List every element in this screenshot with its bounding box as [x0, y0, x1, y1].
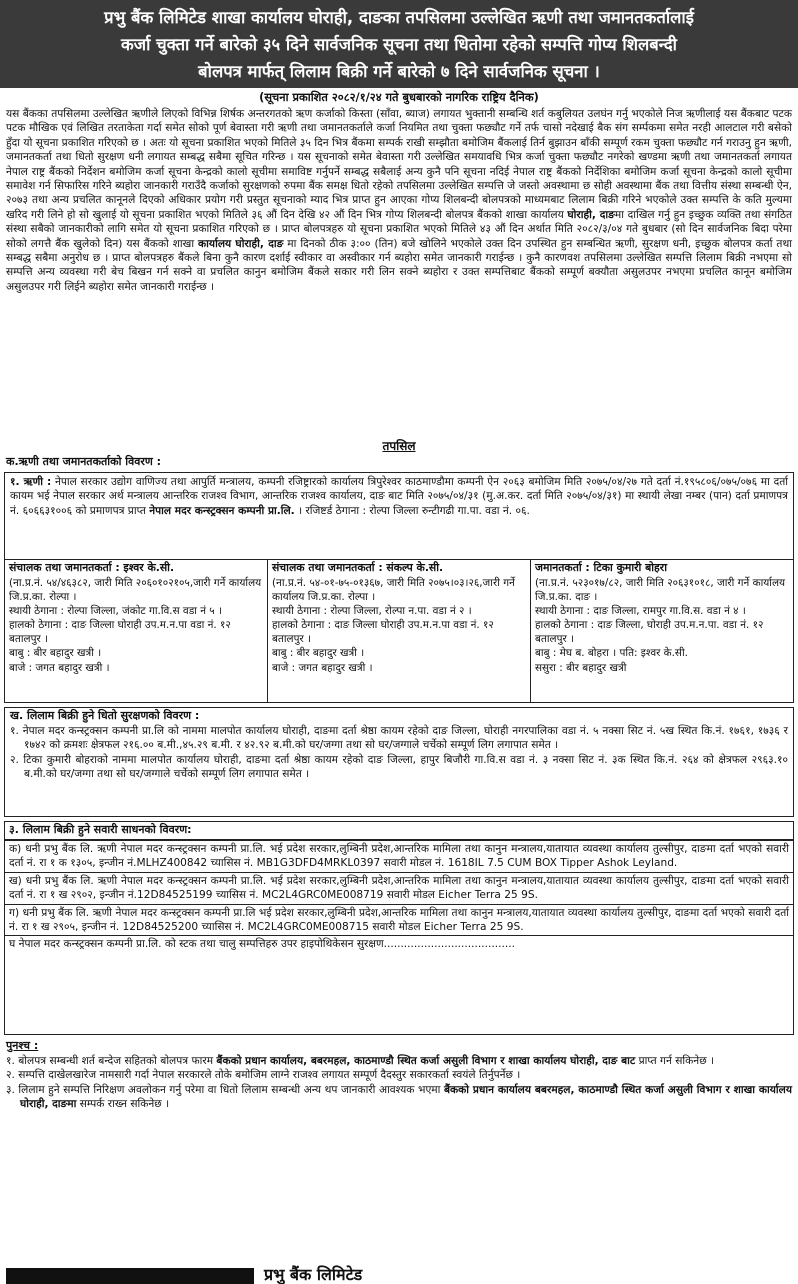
director-grandfather: बाजे : जगत बहादुर खत्री । [272, 661, 373, 674]
directors-table [4, 560, 794, 703]
footer-bar [6, 1268, 254, 1284]
postscript-title: पुनश्च : [6, 1039, 39, 1052]
vehicle-item: घ नेपाल मदर कन्स्ट्रक्सन कम्पनी प्रा.लि. को स्टक तथा चालु सम्पत्तिहरु उपर हाइपोथिकेसन सुरक्षण....................................... [5, 935, 793, 952]
postscript-item: २. सम्पत्ति दाखेलखारेज नामसारी गर्दा नेपाल सरकारले तोके बमोजिम लाग्ने राजश्व लगायत सम्पूर्ण दैदस्तुर सकारकर्ता स्वयंले तिर्नुपर्नेछ । [6, 1069, 521, 1082]
director-permanent-address: स्थायी ठेगाना : दाङ जिल्ला, रामपुर गा.वि.स. वडा नं ४ । [535, 604, 746, 617]
collateral-item: १. नेपाल मदर कन्स्ट्रक्सन कम्पनी प्रा.लि को नाममा मालपोत कार्यालय घोराही, दाङमा दर्ता श्रेष्ठा कायम रहेको दाङ जिल्ला, घोराही नगरपालिका वडा नं. ५ नक्सा सिट नं. ५ख स्थित कि.नं. १७६१, १७३६ र १७४२ को क्रमशः क्षेत्रफल २१६.०० ब.मी.,४५.२९ ब.मी. र ४२.९२ ब.मी.को घर/जग्गा तथा सो घर/जग्गाले चर्चेको सम्पूर्ण लिग लगापात समेत । [10, 724, 788, 752]
vehicle-section [4, 821, 794, 1035]
section-ka-title: क.ऋणी तथा जमानतकर्ताको विवरण : [6, 455, 162, 468]
notice-body [0, 107, 798, 435]
body-text-3: मा दिनको ठीक ३:०० (तिन) बजे खोलिने भएकोले उक्त दिन उपस्थित हुन सम्बन्धित ऋणी, सुरक्षण धनी, इच्छुक बोलपत्र कर्ता तथा सम्बद्ध सबैमा अनुरोध छ । प्राप्त बोलपत्रहरु बैंकले बिना कुनै कारण दर्शाई स्वीकार वा अस्वीकार गर्न ब्यहोरा समेत जानकारी गराईन्छ । कुनै कारणवश तपसिलमा उल्लेखित सम्पत्ति लिलाम बिक्री नभएमा सो सम्पत्ति अन्य व्यवस्था गरी बेच बिखन गर्न सक्ने वा प्रचलित कानुन बमोजिम बैंकले सकार गरी लिन सक्ने ब्यहोरा र उक्त सम्पत्तिबाट बैंकको सम्पूर्ण बक्यौता असुलउपर नभएमा प्रचलित कानून बमोजिम असुलउपर गरी लिईने ब्यहोरा समेत जानकारी गराईन्छ । [6, 237, 792, 293]
body-bold-2: कार्यालय घोराही, दाङ [198, 237, 284, 250]
director-grandfather: बाजे : जगत बहादुर खत्री । [9, 661, 110, 674]
ps-item3-end: सम्पर्क राख्न सकिनेछ । [76, 1098, 170, 1111]
director-title: जमानतकर्ता : टिका कुमारी बोहरा [535, 561, 667, 574]
section-ga-title: ३. लिलाम बिक्री हुने सवारी साधनको विवरण: [5, 822, 793, 840]
director-title: संचालक तथा जमानतकर्ता : इश्वर के.सी. [9, 561, 175, 574]
postscript-item [6, 1054, 792, 1068]
vehicle-item: ग) धनी प्रभु बैंक लि. ऋणी नेपाल मदर कन्स्ट्रक्सन कम्पनी प्रा.लि भई प्रदेश सरकार,लुम्बिनी प्रदेश,आन्तरिक मामिला तथा कानुन मन्त्रालय,यातायात व्यवस्था कार्यालय तुल्सीपुर, दाङमा दर्ता भएको सवारी दर्ता नं. रा १ ख २९०५, इन्जीन नं. 12D84525200 च्यासिस नं. MC2L4GRC0ME008715 सवारी मोडल Eicher Terra 25 9S. [5, 904, 793, 936]
ps-item1-text: १. बोलपत्र सम्बन्धी शर्त बन्देज सहितको बोलपत्र फारम [6, 1054, 217, 1067]
ps-item1-end: प्राप्त गर्न सकिनेछ । [635, 1054, 714, 1067]
director-citizenship: (ना.प्र.नं. ५४/४६३८२, जारी मिति २०६०१०२१०५,जारी गर्ने कार्यालय जि.प्र.का. रोल्पा । [9, 576, 262, 603]
director-grandfather: ससुरा : बीर बहादुर खत्री [535, 661, 627, 674]
vehicle-item: क) धनी प्रभु बैंक लि. ऋणी नेपाल मदर कन्स्ट्रक्सन कम्पनी प्रा.लि. भई प्रदेश सरकार,लुम्बिनी प्रदेश,आन्तरिक मामिला तथा कानुन मन्त्रालय,यातायात व्यवस्था कार्यालय तुल्सीपुर, दाङमा दर्ता भएको सवारी दर्ता नं. रा १ क १३०५, इन्जीन नं.MLHZ400842 च्यासिस नं. MB1G3DFD4MRKL0397 सवारी मोडल नं. 1618IL 7.5 CUM BOX Tipper Ashok Leyland. [5, 840, 793, 872]
borrower-label: १. ऋणी : [10, 476, 52, 488]
director-citizenship: (ना.प्र.नं. ५२३०१७/८२, जारी मिति २०६३१०१८, जारी गर्ने कार्यालय जि.प्र.का. दाङ । [535, 576, 786, 603]
vehicle-item: ख) धनी प्रभु बैंक लि. ऋणी नेपाल मदर कन्स्ट्रक्सन कम्पनी प्रा.लि. भई प्रदेश सरकार,लुम्बिनी प्रदेश,आन्तरिक मामिला तथा कानुन मन्त्रालय,यातायात व्यवस्था कार्यालय तुल्सीपुर, दाङमा दर्ता भएको सवारी दर्ता नं. रा १ ख २९०२, इन्जीन नं.12D84525199 च्यासिस नं. MC2L4GRC0ME008719 सवारी मोडल Eicher Terra 25 9S. [5, 872, 793, 904]
director-permanent-address: स्थायी ठेगाना : रोल्पा जिल्ला, जंकोट गा.वि.स वडा नं ५ । [9, 604, 222, 617]
ps-item3-text: ३. लिलाम हुने सम्पत्ति निरिक्षण अवलोकन गर्नु परेमा वा धितो लिलाम सम्बन्धी अन्य थप जानकारी आवश्यक भएमा [6, 1083, 444, 1096]
director-current-address: हालको ठेगाना : दाङ जिल्ला घोराही उप.म.न.पा वडा नं. १२ बतालपुर । [272, 619, 494, 646]
director-card [5, 560, 268, 702]
publication-note: (सूचना प्रकाशित २०८२/१/२४ गते बुधबारको नागरिक राष्ट्रिय दैनिक) [259, 90, 539, 104]
collateral-item: २. टिका कुमारी बोहराको नाममा मालपोत कार्यालय घोराही, दाङमा दर्ता श्रेष्ठा कायम रहेको दाङ जिल्ला, हापुर बिजौरी गा.वि.स वडा नं. ३ नक्सा सिट नं. ३क स्थित कि.नं. २६४ को क्षेत्रफल २९६३.१० ब.मी.को घर/जग्गा तथा सो घर/जग्गाले चर्चेको सम्पूर्ण लिग लगापात समेत । [10, 753, 788, 781]
header-line-3: बोलपत्र मार्फत् लिलाम बिक्री गर्ने बारेको ७ दिने सार्वजनिक सूचना । [198, 62, 600, 81]
tapasil-title: तपसिल [382, 439, 416, 453]
director-citizenship: (ना.प्र.नं. ५४-०१-७५-०१३६७, जारी मिति २०७५।०३।२६,जारी गर्ने कार्यालय जि.प्र.का. रोल्पा । [272, 576, 515, 603]
director-current-address: हालको ठेगाना : दाङ जिल्ला, घोराही उप.म.न.पा. वडा नं. १२ बतालपुर । [535, 619, 764, 646]
director-father: बाबु : बीर बहादुर खत्री । [272, 647, 365, 660]
body-bold-1: घोराही, दाङ [567, 208, 615, 221]
director-permanent-address: स्थायी ठेगाना : रोल्पा जिल्ला, रोल्पा न.पा. वडा नं २ । [272, 604, 472, 617]
director-father: बाबु : बीर बहादुर खत्री । [9, 647, 102, 660]
collateral-section [4, 707, 794, 817]
borrower-details [4, 472, 794, 560]
director-card [531, 560, 793, 702]
ps-item3-bold: बैंकको प्रधान कार्यालय बबरमहल, काठमाण्डौ स्थित कर्जा असुली विभाग र शाखा कार्यालय घोराही, दाङमा [20, 1083, 792, 1111]
borrower-address: । रजिष्टर्ड ठेगाना : रोल्पा जिल्ला रुन्टीगढी गा.पा. वडा नं. ०६. [294, 504, 530, 517]
postscript-item [6, 1083, 792, 1112]
ps-item1-bold: बैंकको प्रधान कार्यालय, बबरमहल, काठमाण्डौ स्थित कर्जा असुली विभाग र शाखा कार्यालय घोराही, दाङ बाट [216, 1054, 636, 1067]
body-text-1: यस बैंकका तपसिलमा उल्लेखित ऋणीले लिएको विभिन्न शिर्षक अन्तरगतको ऋण कर्जाको किस्ता (साँवा, ब्याज) लगायत भुक्तानी सम्बन्धि शर्त कबुलियत उलघंन गर्नु भएकोले निज ऋणीलाई यस बैंकबाट पटक पटक मौखिक एवं लिखित तरताकेता गर्दा समेत सोको पूर्ण बेवास्ता गरी ऋणी तथा जमानतकर्ताले कर्जा नियमित तथा चुक्ता फछ्यौट गर्ने तर्फ चासो नदेखाई बैक संग सर्म्पकमा समेत नरही आलटाल गरी बसेको हुँदा यो सूचना प्रकाशित गरिएको छ । अतः यो सूचना प्रकाशित भएको मितिले ३५ दिन भित्र बैंकमा सम्पर्क राखी सम्झौता बमोजिम बैंकलाई तिर्न बुझाउन बाँकी सम्पूर्ण रकम चुक्ता फछ्यौट गर्न गराउनु हुन ऋणी, जमानतकर्ता तथा धितो सुरक्षण धनी लगायत सम्बद्ध सबैमा सूचित गरिन्छ । यस सूचनाको समेत बेवास्ता गरी उल्लेखित समयावधि भित्र कर्जा चुक्ता फछ्यौट नगरेको खण्डमा ऋणी तथा जमानतकर्ता लगायत नेपाल राष्ट्र बैंकको निर्देशन बमोजिम कर्जा सूचना केन्द्रको कालो सूचीमा समाविष्ट गर्नुपर्ने सम्बद्ध सबैलाई अन्य कुनै पनि सूचना नदिई नेपाल राष्ट्र बैंकको निर्देशिका बमोजिम कर्जा सूचना केन्द्रको कालो सूचीमा समावेश गर्न सिफारिस गरिने ब्यहोरा जानकारी गराउँदै कर्जाको सुरक्षणको रुपमा बैंक समक्ष धितो रहेको तपसिलमा उल्लेखित सम्पत्ति जे जस्तो अवस्थामा छ सोही अवस्थामा बैंक तथा वित्तीय संस्था सम्बन्धी ऐन, २०७३ तथा अन्य प्रचलित कानूनले दिएको अधिकार प्रयोग गरी प्रस्तुत सूचनाको म्याद भित्र प्राप्त हुन आएका गोप्य शिलबन्दी बोलपत्रको माध्यमबाट लिलाम बिक्री गरिने भएकोले उक्त सम्पत्ति के कति मुल्यमा खरिद गरी लिने हो सो खुलाई यो सूचना प्रकाशित भएको मितिले ३६ औं दिन देखि ४२ औं दिन भित्र गोप्य शिलबन्दी बोलपत्र बैंकको शाखा कार्यालय [6, 108, 792, 221]
borrower-company: नेपाल मदर कन्स्ट्रक्सन कम्पनी प्रा.लि. [149, 504, 295, 517]
notice-header [0, 0, 798, 88]
header-line-1: प्रभु बैंक लिमिटेड शाखा कार्यालय घोराही, दाङका तपसिलमा उल्लेखित ऋणी तथा जमानतकर्तालाई [104, 8, 694, 27]
director-father: बाबु : मेघ ब. बोहरा । पति: इश्वर के.सी. [535, 647, 688, 660]
borrower-text: नेपाल सरकार उद्योग वाणिज्य तथा आपुर्ति मन्त्रालय, कम्पनी रजिष्ट्रारको कार्यालय त्रिपुरेश्वर काठमाण्डौमा कम्पनी ऐन २०६३ बमोजिम मिति २०७५/०४/२७ गते दर्ता नं.१९५८०६/०७५/०७६ मा दर्ता कायम भई नेपाल सरकार अर्थ मन्त्रालय आन्तरिक राजश्व विभाग, आन्तरिक राजश्व कार्यालय, दाङ बाट मिति २०७५/०४/३१ (मु.अ.कर. दर्ता मिति २०७५/०४/३१) मा स्थायी लेखा नम्बर (पान) दर्ता प्रमाणपत्र नं. ६०६६३१००६ को प्रमाणपत्र प्राप्त [10, 476, 788, 517]
director-title: संचालक तथा जमानतकर्ता : संकल्प के.सी. [272, 561, 444, 574]
section-kha-title: ख. लिलाम बिक्री हुने धितो सुरक्षणको विवरण : [10, 709, 200, 722]
footer-bank-name: प्रभु बैंक लिमिटेड [264, 1265, 363, 1284]
header-line-2: कर्जा चुक्ता गर्ने बारेको ३५ दिने सार्वजनिक सूचना तथा धितोमा रहेको सम्पत्ति गोप्य शिलबन्दी [121, 35, 677, 54]
director-card [268, 560, 531, 702]
body-text-2: मा दाखिल गर्नु हुन इच्छुक व्यक्ति तथा संगठित संस्था सबैको जानकारीको लागि समेत यो सूचना प्रकाशित गरिएको छ । प्राप्त बोलपत्रहरु यो सूचना प्रकाशित भएको मितिले ४३ औं दिन अर्थात मिति २०८२/३/०४ गते बुधबार (सो दिन सार्वजनिक बिदा परेमा सोको लगत्तै बैंक खुलेको दिन) यस बैंकको शाखा [6, 208, 793, 250]
footer [0, 1262, 798, 1284]
director-current-address: हालको ठेगाना : दाङ जिल्ला घोराही उप.म.न.पा वडा नं. १२ बतालपुर । [9, 619, 231, 646]
postscript [0, 1035, 798, 1171]
